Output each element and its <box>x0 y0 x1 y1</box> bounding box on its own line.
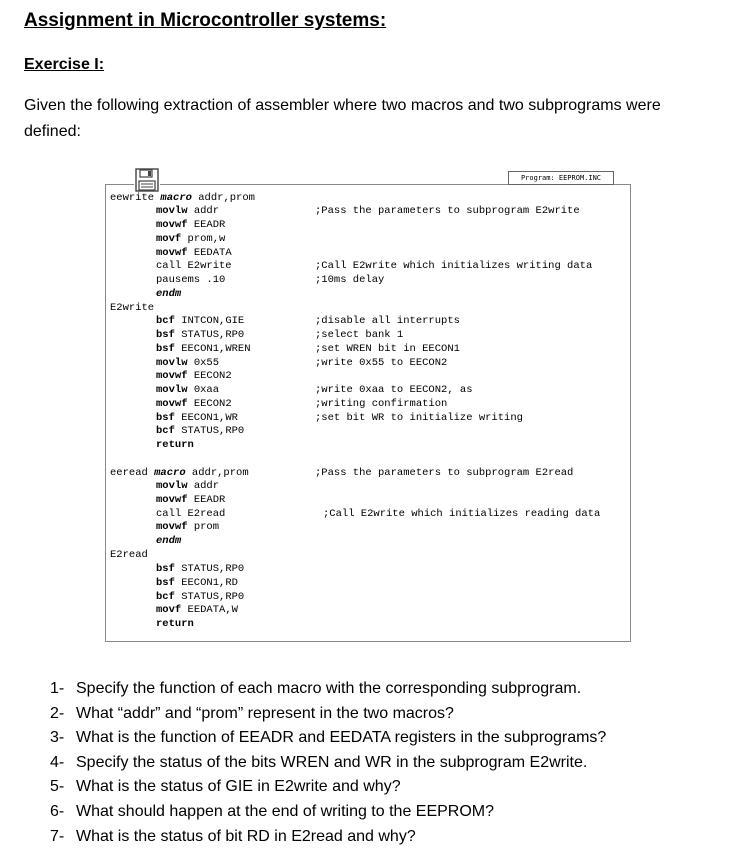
code-opcode: movf <box>156 604 182 616</box>
code-opcode: movwf <box>156 247 188 259</box>
question-text: Specify the function of each macro with the corresponding subprogram. <box>76 680 582 697</box>
code-opcode: bcf <box>156 425 175 437</box>
question-item <box>50 825 606 850</box>
code-operands: EEADR <box>187 494 226 506</box>
code-comment: ;set WREN bit in EECON1 <box>315 343 460 355</box>
program-filename-label: Program: EEPROM.INC <box>508 171 614 185</box>
code-comment: ;writing confirmation <box>315 398 448 410</box>
question-number: 6- <box>50 802 65 820</box>
code-line <box>156 521 219 534</box>
code-line <box>110 192 255 205</box>
code-text: pausems .10 <box>156 274 226 286</box>
code-opcode: bsf <box>156 412 175 424</box>
question-number: 5- <box>50 778 65 796</box>
code-line <box>110 549 148 562</box>
code-operands: addr <box>187 480 220 492</box>
code-operands: 0x55 <box>187 357 220 369</box>
question-item <box>50 726 606 751</box>
question-number: 7- <box>50 827 65 845</box>
code-line <box>156 412 238 425</box>
code-line <box>156 618 194 631</box>
code-line <box>156 480 219 493</box>
code-keyword: endm <box>156 288 182 300</box>
code-line <box>156 329 244 342</box>
code-operands: STATUS,RP0 <box>174 563 245 575</box>
code-line <box>156 260 232 273</box>
code-opcode: bsf <box>156 563 175 575</box>
code-operands: prom,w <box>181 233 226 245</box>
code-operands: EEDATA <box>187 247 232 259</box>
code-operands: 0xaa <box>187 384 220 396</box>
code-operands: EECON1,WREN <box>174 343 251 355</box>
code-operands: EECON2 <box>187 370 232 382</box>
code-operands: EECON1,RD <box>174 577 238 589</box>
code-opcode: bcf <box>156 315 175 327</box>
code-line <box>156 233 225 246</box>
code-opcode: movlw <box>156 205 188 217</box>
code-opcode: movwf <box>156 398 188 410</box>
question-item <box>50 677 606 702</box>
question-text: What is the function of EEADR and EEDATA registers in the subprograms? <box>76 729 607 747</box>
question-text: What should happen at the end of writing to the EEPROM? <box>76 802 495 820</box>
code-operands: addr <box>187 205 220 217</box>
code-opcode: return <box>156 439 194 451</box>
code-comment: ;Pass the parameters to subprogram E2write <box>315 205 580 217</box>
code-opcode: return <box>156 618 194 630</box>
code-line <box>110 467 249 480</box>
exercise-heading: Exercise I: <box>24 56 105 73</box>
code-line <box>156 384 219 397</box>
code-comment: ;set bit WR to initialize writing <box>315 412 523 424</box>
code-line <box>110 302 154 315</box>
code-line <box>156 288 181 301</box>
code-label: eewrite <box>110 192 161 204</box>
question-text: What is the status of bit RD in E2read and why? <box>76 827 416 845</box>
question-number: 1- <box>50 680 65 697</box>
code-keyword: macro <box>160 192 192 204</box>
code-opcode: movf <box>156 233 182 245</box>
code-operands: addr,prom <box>191 192 255 204</box>
code-operands: EECON1,WR <box>174 412 238 424</box>
question-item <box>50 702 606 727</box>
document-title: Assignment in Microcontroller systems: <box>24 10 387 31</box>
code-line <box>156 370 232 383</box>
code-opcode: bsf <box>156 577 175 589</box>
question-item <box>50 775 606 800</box>
question-text: What “addr” and “prom” represent in the two macros? <box>76 704 454 722</box>
code-operands: addr,prom <box>185 467 249 479</box>
code-line <box>156 425 244 438</box>
code-operands: EECON2 <box>187 398 232 410</box>
code-operands: STATUS,RP0 <box>174 591 245 603</box>
code-line <box>156 205 219 218</box>
code-line <box>156 274 225 287</box>
question-item <box>50 800 606 825</box>
question-text: What is the status of GIE in E2write and why? <box>76 778 401 796</box>
code-opcode: movlw <box>156 357 188 369</box>
code-opcode: movwf <box>156 219 188 231</box>
code-opcode: movlw <box>156 480 188 492</box>
code-keyword: endm <box>156 535 182 547</box>
question-text: Specify the status of the bits WREN and WR in the subprogram E2write. <box>76 753 588 771</box>
code-comment: ;write 0xaa to EECON2, as <box>315 384 473 396</box>
code-comment: ;10ms delay <box>315 274 385 286</box>
code-comment: ;Call E2write which initializes reading data <box>323 508 601 520</box>
code-operands: prom <box>187 521 220 533</box>
code-opcode: bsf <box>156 329 175 341</box>
code-opcode: bsf <box>156 343 175 355</box>
code-operands: EEADR <box>187 219 226 231</box>
code-text: E2write <box>110 302 155 314</box>
code-line <box>156 439 194 452</box>
question-number: 3- <box>50 729 65 747</box>
code-operands: EEDATA,W <box>181 604 238 616</box>
code-comment: ;select bank 1 <box>315 329 404 341</box>
code-line <box>156 219 225 232</box>
question-item <box>50 751 606 776</box>
code-line <box>156 357 219 370</box>
code-operands: STATUS,RP0 <box>174 425 245 437</box>
code-line <box>156 535 181 548</box>
code-comment: ;Call E2write which initializes writing data <box>315 260 593 272</box>
code-line <box>156 398 232 411</box>
question-list <box>50 677 606 849</box>
code-operands: INTCON,GIE <box>174 315 245 327</box>
code-line <box>156 494 225 507</box>
code-text: call E2write <box>156 260 232 272</box>
code-line <box>156 247 232 260</box>
code-line <box>156 508 225 521</box>
code-line <box>156 343 251 356</box>
code-text: E2read <box>110 549 148 561</box>
code-label: eeread <box>110 467 155 479</box>
code-line <box>156 315 244 328</box>
code-operands: STATUS,RP0 <box>174 329 245 341</box>
intro-paragraph: Given the following extraction of assembler where two macros and two subprograms were defined: <box>24 97 661 140</box>
code-comment: ;disable all interrupts <box>315 315 460 327</box>
code-opcode: bcf <box>156 591 175 603</box>
code-opcode: movlw <box>156 384 188 396</box>
code-opcode: movwf <box>156 521 188 533</box>
floppy-disk-icon <box>134 167 160 193</box>
code-comment: ;write 0x55 to EECON2 <box>315 357 448 369</box>
question-number: 4- <box>50 753 65 771</box>
code-opcode: movwf <box>156 494 188 506</box>
code-comment: ;Pass the parameters to subprogram E2read <box>315 467 574 479</box>
question-number: 2- <box>50 704 65 722</box>
code-keyword: macro <box>154 467 186 479</box>
code-line <box>156 604 238 617</box>
code-opcode: movwf <box>156 370 188 382</box>
code-text: call E2read <box>156 508 226 520</box>
code-line <box>156 577 238 590</box>
code-line <box>156 563 244 576</box>
code-line <box>156 591 244 604</box>
